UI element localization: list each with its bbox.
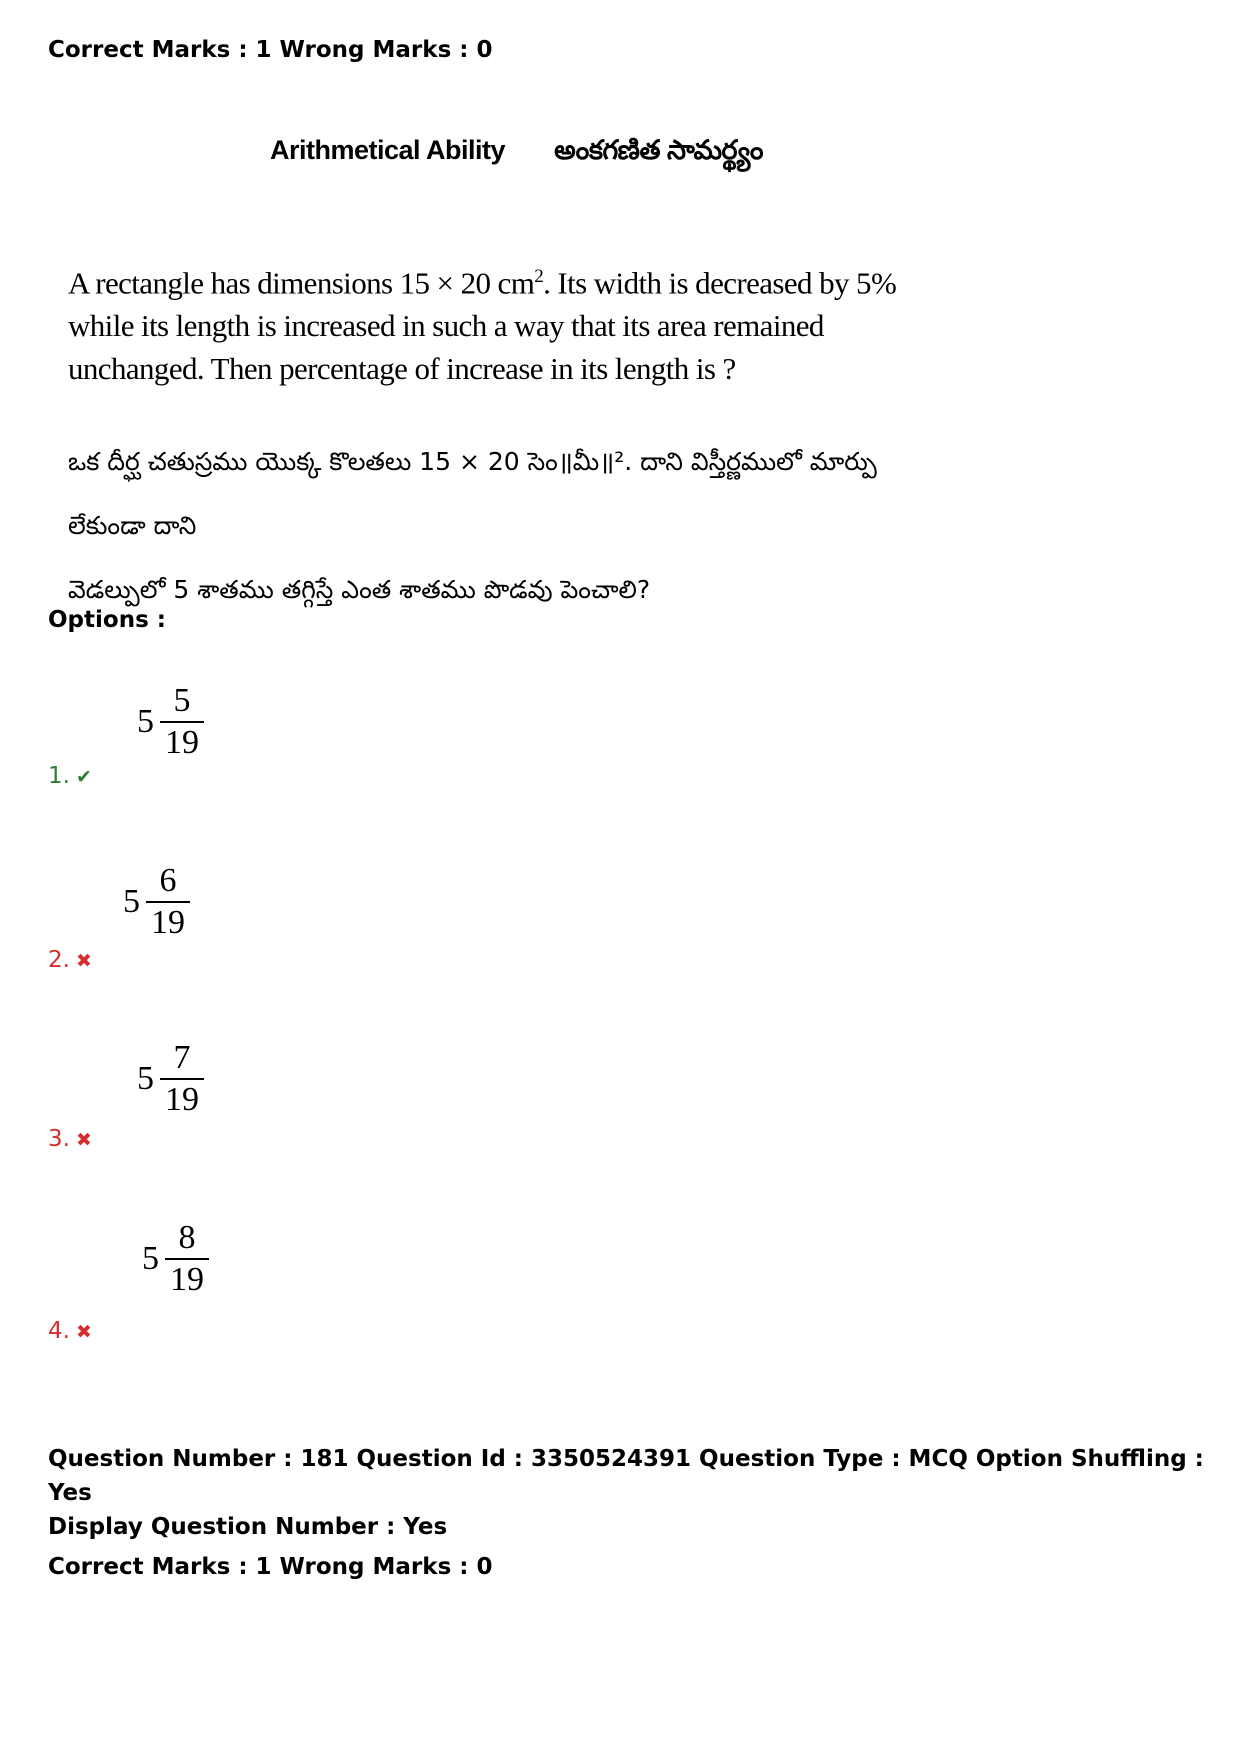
option-1-label: 1. ✔ [48,763,92,789]
option-3-label: 3. ✖ [48,1126,92,1152]
question-text-english: A rectangle has dimensions 15 × 20 $cm^2$. Its width is decreased by 5% while its length is increased in such a way that its area remained unchanged. Then percentage of increase in its length is ? [68,265,897,387]
marks-footer: Correct Marks : 1 Wrong Marks : 0 [48,1554,493,1580]
option-1-value[interactable]: 5 $\frac{5}{19}$ [137,683,204,761]
cross-icon: ✖ [75,1129,92,1151]
telugu-line-1: ఒక దీర్ఘ చతుస్రము యొక్క కొలతలు 15 × 20 సెం॥మీ॥². దాని విస్తీర్ణములో మార్పు లేకుండా దాని [68,447,877,540]
options-label: Options : [48,607,166,633]
option-4-value[interactable]: 5 $\frac{8}{19}$ [142,1220,209,1298]
marks-header: Correct Marks : 1 Wrong Marks : 0 [48,37,493,63]
question-text-telugu [68,430,928,622]
display-number-line: Display Question Number : Yes [48,1514,448,1540]
option-2-value[interactable]: 5 $\frac{6}{19}$ [123,863,190,941]
subject-heading [270,135,763,173]
subject-english: Arithmetical Ability [270,135,506,165]
cross-icon: ✖ [75,1321,92,1343]
option-4-label: 4. ✖ [48,1318,92,1344]
cross-icon: ✖ [75,950,92,972]
check-icon: ✔ [75,766,92,788]
subject-telugu: అంకగణిత సామర్థ్యం [554,135,764,165]
telugu-line-2: వెడల్పులో 5 శాతము తగ్గిస్తే ఎంత శాతము పొడవు పెంచాలి? [68,575,651,604]
option-2-label: 2. ✖ [48,947,92,973]
question-meta-line: Question Number : 181 Question Id : 3350524391 Question Type : MCQ Option Shuffling : Yes [48,1446,1204,1506]
next-question-info [48,1442,1208,1584]
option-3-value[interactable]: 5 $\frac{7}{19}$ [137,1040,204,1118]
